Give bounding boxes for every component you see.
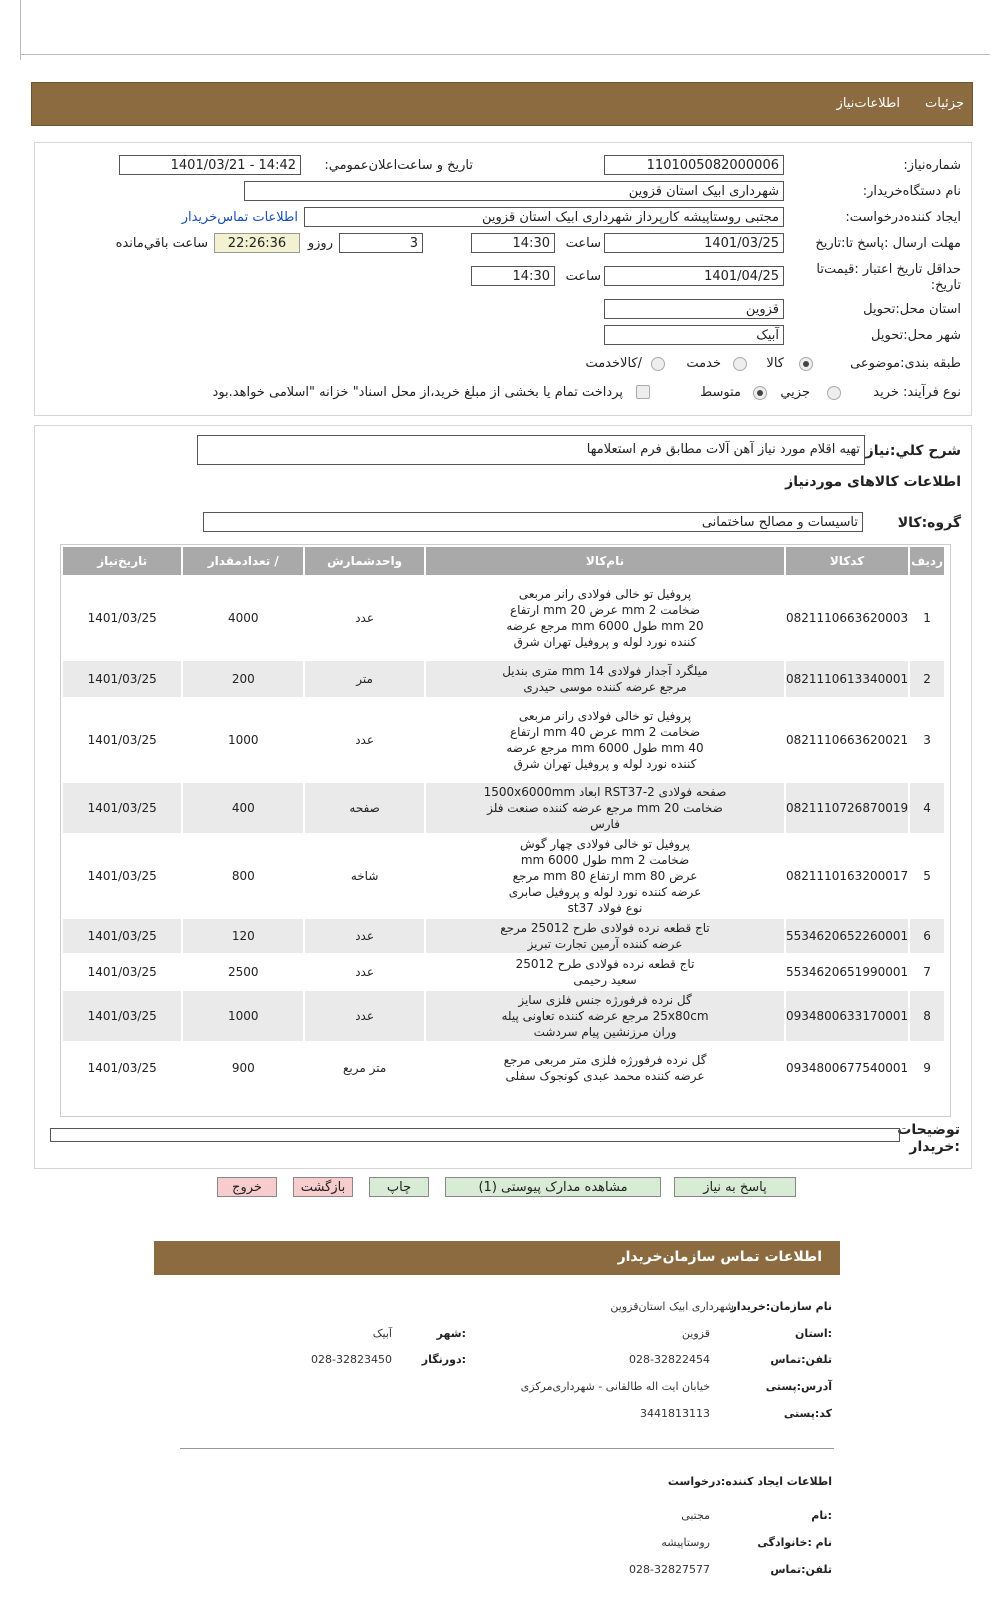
cell-name-text: گل نرده فرفورژه جنس فلزی سایز 25x80cm مرجع عرضه کننده تعاونی پیله وران مرزنشین پیام سردشت [501,993,709,1039]
cell-date: 1401/03/25 [63,955,181,989]
treasury-checkbox[interactable] [636,385,650,399]
cell-code: 0934800633170001 [786,991,908,1041]
frame-line-top [20,54,990,55]
cell-date: 1401/03/25 [63,661,181,697]
validity-label: حداقل تاریخ اعتبار :قیمت‌تا تاریخ: [816,262,961,293]
back-button[interactable]: بازگشت [293,1177,353,1197]
cell-date: 1401/03/25 [63,835,181,917]
buyer-notes-field [50,1128,900,1142]
cell-code: 0821110663620003 [786,577,908,659]
cell-row: 3 [910,699,944,781]
col-unit: واحدشمارش [305,547,424,575]
col-name: نام‌کالا [426,547,784,575]
table-row [63,1043,944,1093]
contact-city-value: آبیک [372,1327,392,1340]
creator-label: ایجاد کننده‌درخواست: [845,210,961,225]
cell-name [426,991,784,1041]
cell-row: 2 [910,661,944,697]
table-row [63,699,944,781]
cell-name-text: صفحه فولادی RST37-2 ابعاد 1500x6000mm ضخامت 20 mm مرجع عرضه کننده صنعت فلز فارس [483,785,727,831]
announce-field: 1401/03/21 - 14:42 [119,155,301,175]
tab-details[interactable]: جزئیات [925,96,964,111]
announce-label: تاریخ و ساعت‌اعلان‌عمومي: [324,158,473,173]
exit-button[interactable]: خروج [217,1177,277,1197]
cell-unit: عدد [305,991,424,1041]
radio-service-label: خدمت [686,356,721,371]
contact-divider [180,1448,834,1449]
cell-unit: متر مربع [305,1043,424,1093]
radio-goods[interactable] [799,357,813,371]
cell-date: 1401/03/25 [63,1043,181,1093]
validity-date-field: 1401/04/25 [604,266,784,286]
cell-code: 0821110726870019 [786,783,908,833]
contact-header [154,1241,840,1275]
goods-group-label: گروه:کالا [897,515,961,531]
frame-line-left [20,0,21,60]
category-label: طبقه بندی:موضوعی [850,356,961,371]
cell-row: 9 [910,1043,944,1093]
cell-qty: 800 [183,835,303,917]
process-label: نوع فرآیند: خرید [873,385,961,400]
remaining-timer: 22:26:36 [214,233,300,253]
cell-qty: 120 [183,919,303,953]
buyer-field: شهرداری ابیک استان قزوین [244,181,784,201]
fax-label: :دورنگار [421,1353,466,1366]
general-desc-field: تهیه اقلام مورد نیاز آهن آلات مطابق فرم استعلامها [197,435,865,465]
cell-code: 0821110663620021 [786,699,908,781]
radio-minor-label: جزيي [780,385,810,400]
cell-qty: 1000 [183,699,303,781]
cell-row: 4 [910,783,944,833]
payment-note: پرداخت تمام یا بخشی از مبلغ خرید،از محل اسناد" خزانه "اسلامی خواهد.بود [212,385,623,400]
cell-qty: 1000 [183,991,303,1041]
items-table-header [63,547,944,575]
cell-code: 5534620652260001 [786,919,908,953]
cell-qty: 2500 [183,955,303,989]
cell-name [426,1043,784,1093]
address-value: خیابان ایت اله طالقانی - شهرداری‌مرکزی [520,1380,710,1393]
contact-province-label: :استان [795,1327,832,1340]
items-table [61,545,946,1095]
cell-name [426,661,784,697]
creator-name-value: مجتبی [681,1509,710,1522]
cell-code: 0821110613340001 [786,661,908,697]
cell-qty: 400 [183,783,303,833]
radio-goods-label: کالا [766,356,784,371]
contact-province-value: قزوین [681,1327,710,1340]
cell-date: 1401/03/25 [63,919,181,953]
cell-date: 1401/03/25 [63,991,181,1041]
cell-qty: 900 [183,1043,303,1093]
table-row [63,577,944,659]
creator-field: مجتبی روستاپیشه کارپرداز شهرداری ابیک استان قزوین [304,207,784,227]
org-value: شهرداری ابیک استان‌قزوین [610,1300,734,1313]
cell-name-text: پروفیل تو خالی فولادی چهار گوش ضخامت 2 mm طول 6000 mm عرض 80 mm ارتفاع 80 mm مرجع عرضه کننده نورد لوله و پروفیل صابری نوع فولاد st37 [508,837,702,915]
reply-button[interactable]: پاسخ به نیاز [674,1177,796,1197]
cell-unit: عدد [305,699,424,781]
org-label: نام سازمان:خریدار [730,1300,832,1313]
postal-value: 3441813113 [640,1407,710,1420]
address-label: آدرس:پستی [765,1380,832,1393]
radio-medium[interactable] [753,386,767,400]
cell-name-text: میلگرد آجدار فولادی 14 mm متری بندیل مرجع عرضه کننده موسی حیدری [502,664,708,694]
cell-code: 0934800677540001 [786,1043,908,1093]
need-number-label: شماره‌نیاز: [903,158,961,173]
cell-date: 1401/03/25 [63,699,181,781]
cell-name-text: پروفیل تو خالی فولادی رانر مربعی ضخامت 2 mm عرض 40 mm ارتفاع 40 mm طول 6000 mm مرجع عرضه کننده نورد لوله و پروفیل تهران شرق [506,709,704,771]
days-field: 3 [339,233,423,253]
col-row: ردیف [910,547,944,575]
deadline-date-field: 1401/03/25 [604,233,784,253]
header-bar [31,82,973,126]
tab-need-info[interactable]: اطلاعات‌نیاز [836,96,900,111]
table-row [63,919,944,953]
cell-name [426,577,784,659]
cell-row: 1 [910,577,944,659]
cell-name [426,783,784,833]
table-row [63,661,944,697]
cell-name-text: تاج قطعه نرده فولادی طرح 25012 سعید رحیمی [515,957,695,987]
radio-goods-service[interactable] [651,357,665,371]
cell-name [426,835,784,917]
province-field: قزوین [604,299,784,319]
contact-title: اطلاعات تماس سازمان‌خریدار [617,1249,822,1265]
cell-date: 1401/03/25 [63,783,181,833]
creator-family-label: نام :خانوادگی [757,1536,832,1549]
need-number-field: 1101005082000006 [604,155,784,175]
cell-unit: عدد [305,955,424,989]
cell-name [426,955,784,989]
deadline-label: مهلت ارسال :پاسخ تا:تاریخ [815,236,961,251]
cell-name-text: گل نرده فرفورژه فلزی متر مربعی مرجع عرضه کننده محمد عبدی کونجوک سفلی [503,1053,707,1083]
buyer-notes-label: توضیحات :خریدار [897,1122,960,1155]
attachments-button[interactable]: مشاهده مدارک پیوستی (1) [445,1177,661,1197]
postal-label: کد:پستی [783,1407,832,1420]
table-row [63,783,944,833]
goods-group-field: تاسیسات و مصالح ساختمانی [203,512,863,532]
cell-name-text: پروفیل تو خالی فولادی رانر مربعی ضخامت 2 mm عرض 20 mm ارتفاع 20 mm طول 6000 mm مرجع عرضه کننده نورد لوله و پروفیل تهران شرق [506,587,704,649]
cell-unit: متر [305,661,424,697]
cell-qty: 200 [183,661,303,697]
fax-value: 028-32823450 [311,1353,392,1366]
contact-phone-value: 028-32822454 [629,1353,710,1366]
cell-unit: عدد [305,577,424,659]
cell-unit: عدد [305,919,424,953]
general-desc-label: شرح کلي:نیاز [865,443,961,459]
print-button[interactable]: چاپ [369,1177,429,1197]
table-row [63,991,944,1041]
col-code: کدکالا [786,547,908,575]
creator-phone-value: 028-32827577 [629,1563,710,1576]
cell-date: 1401/03/25 [63,577,181,659]
contact-phone-label: تلفن:تماس [770,1353,832,1366]
cell-unit: شاخه [305,835,424,917]
table-row [63,955,944,989]
goods-info-title: اطلاعات کالاهای موردنیاز [785,474,961,490]
contact-city-label: :شهر [436,1327,466,1340]
cell-unit: صفحه [305,783,424,833]
col-qty: / تعدادمقدار [183,547,303,575]
deadline-time-field: 14:30 [471,233,555,253]
radio-medium-label: متوسط [700,385,741,400]
cell-row: 6 [910,919,944,953]
cell-name [426,699,784,781]
cell-row: 8 [910,991,944,1041]
city-label: شهر محل:تحویل [871,328,961,343]
deadline-time-label: ساعت [565,236,601,251]
validity-time-field: 14:30 [471,266,555,286]
days-label: روزو [307,236,333,251]
cell-row: 7 [910,955,944,989]
creator-family-value: روستاپیشه [661,1536,710,1549]
buyer-contact-link[interactable]: اطلاعات تماس‌خریدار [181,210,298,225]
cell-name [426,919,784,953]
cell-qty: 4000 [183,577,303,659]
buyer-label: نام دستگاه‌خریدار: [862,184,961,199]
remaining-label: ساعت باقي‌مانده [115,236,208,251]
radio-service[interactable] [733,357,747,371]
cell-row: 5 [910,835,944,917]
creator-info-title: اطلاعات ایجاد کننده:درخواست [667,1475,832,1488]
cell-code: 5534620651990001 [786,955,908,989]
creator-name-label: :نام [811,1509,832,1522]
validity-time-label: ساعت [565,269,601,284]
creator-phone-label: تلفن:تماس [770,1563,832,1576]
col-date: تاریخ‌نیاز [63,547,181,575]
city-field: آبیک [604,325,784,345]
radio-goods-service-label: /کالاخدمت [585,356,642,371]
province-label: استان محل:تحویل [863,302,961,317]
radio-minor[interactable] [827,386,841,400]
cell-name-text: تاج قطعه نرده فولادی طرح 25012 مرجع عرضه کننده آرمین تجارت تبریز [500,921,710,951]
cell-code: 0821110163200017 [786,835,908,917]
table-row [63,835,944,917]
